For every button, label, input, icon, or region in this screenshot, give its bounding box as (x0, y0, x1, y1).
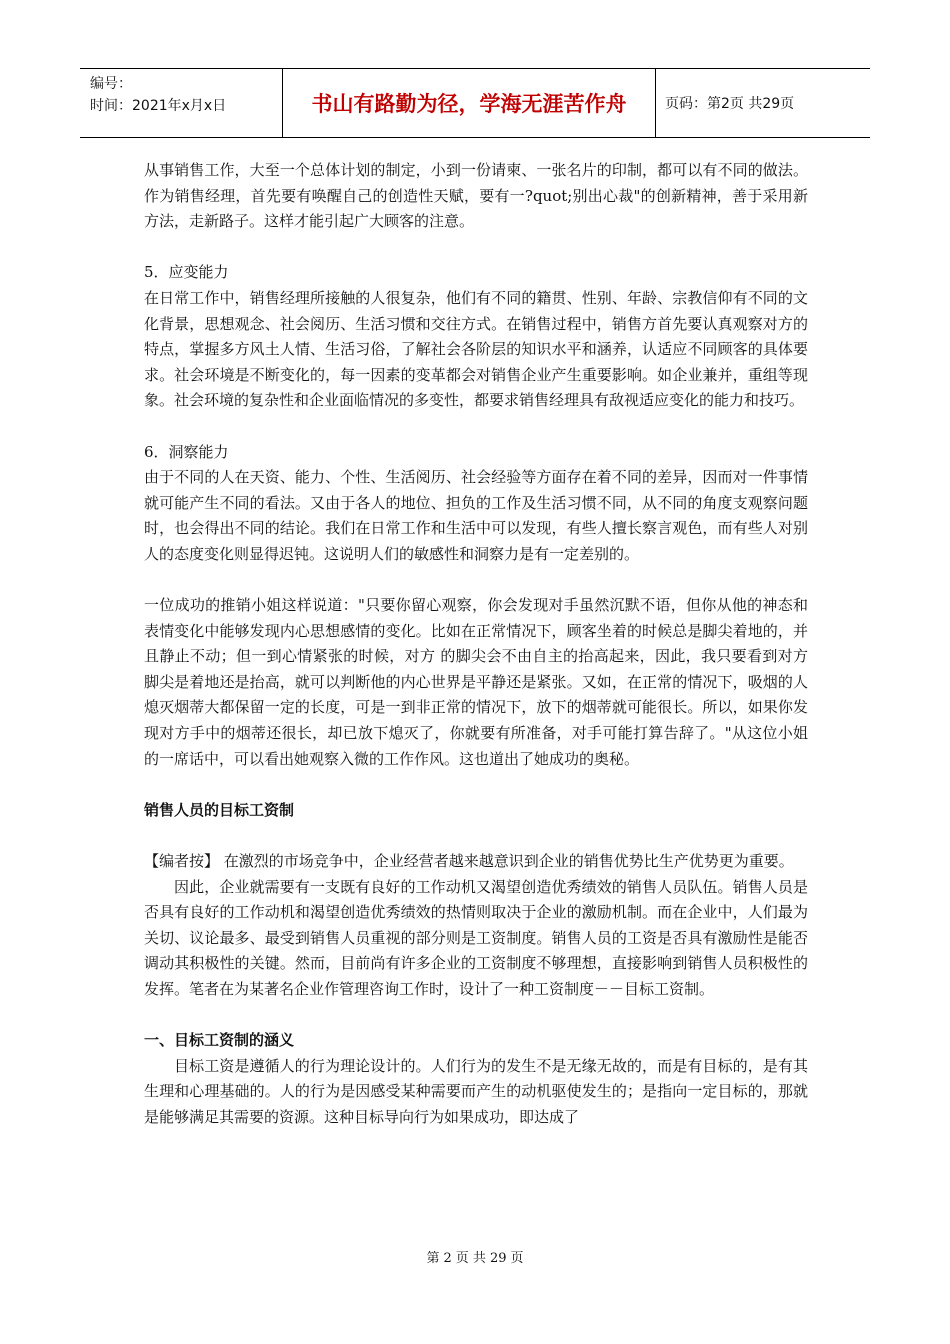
footer-separator: 页 共 (455, 1251, 486, 1266)
paragraph: 目标工资是遵循人的行为理论设计的。人们行为的发生不是无缘无故的，而是有目标的，是有其生理和心理基础的。人的行为是因感受某种需要而产生的动机驱使发生的；是指向一定目标的，那就是能够满足其需要的资源。这种目标导向行为如果成功，即达成了 (144, 1056, 808, 1126)
header-meta (80, 69, 283, 137)
section-heading: 6．洞察能力 (144, 442, 229, 461)
paragraph: 在日常工作中，销售经理所接触的人很复杂，他们有不同的籍贯、性别、年龄、宗教信仰有不同的文化背景，思想观念、社会阅历、生活习惯和交往方式。在销售过程中，销售方首先要认真观察对方的特点，掌握多方风土人情、生活习俗，了解社会各阶层的知识水平和涵养，认适应不同顾客的具体要求。社会环境是不断变化的，每一因素的变革都会对销售企业产生重要影响。如企业兼并，重组等现象。社会环境的复杂性和企业面临情况的多变性，都要求销售经理具有敌视适应变化的能力和技巧。 (144, 288, 808, 410)
document-date: 时间：2021年x月x日 (90, 98, 227, 114)
editor-note: 【编者按】 在激烈的市场竞争中，企业经营者越来越意识到企业的销售优势比生产优势更为重要。 (144, 852, 794, 871)
footer-suffix: 页 (510, 1251, 524, 1266)
article-title: 销售人员的目标工资制 (144, 800, 295, 819)
paragraph: 由于不同的人在天资、能力、个性、生活阅历、社会经验等方面存在着不同的差异，因而对一件事情就可能产生不同的看法。又由于各人的地位、担负的工作及生活习惯不同，从不同的角度支观察问题时，也会得出不同的结论。我们在日常工作和生活中可以发现，有些人擅长察言观色，而有些人对别人的态度变化则显得迟钝。这说明人们的敏感性和洞察力是有一定差别的。 (144, 468, 808, 563)
section-heading: 一、目标工资制的涵义 (144, 1031, 295, 1050)
footer-prefix: 第 (426, 1251, 440, 1266)
page-footer (0, 1247, 950, 1266)
page-header (80, 68, 870, 138)
document-body (144, 158, 808, 1131)
paragraph: 因此，企业就需要有一支既有良好的工作动机又渴望创造优秀绩效的销售人员队伍。销售人员是否具有良好的工作动机和渴望创造优秀绩效的热情则取决于企业的激励机制。而在企业中，人们最为关切、议论最多、最受到销售人员重视的部分则是工资制度。销售人员的工资是否具有激励性是能否调动其积极性的关键。然而，目前尚有许多企业的工资制度不够理想，直接影响到销售人员积极性的发挥。笔者在为某著名企业作管理咨询工作时，设计了一种工资制度－－目标工资制。 (144, 877, 808, 998)
document-number: 编号： (90, 76, 132, 92)
paragraph: 从事销售工作，大至一个总体计划的制定，小到一份请柬、一张名片的印制，都可以有不同的做法。作为销售经理，首先要有唤醒自己的创造性天赋，要有一?quot;别出心裁"的创新精神，善于采用新方法，走新路子。这样才能引起广大顾客的注意。 (144, 161, 808, 231)
section-heading: 5．应变能力 (144, 263, 229, 282)
paragraph: 一位成功的推销小姐这样说道："只要你留心观察，你会发现对手虽然沉默不语，但你从他的神态和表情变化中能够发现内心思想感情的变化。比如在正常情况下，顾客坐着的时候总是脚尖着地的，并且静止不动；但一到心情紧张的时候，对方 的脚尖会不由自主的抬高起来，因此，我只要看到对方脚尖是着地还是抬高，就可以判断他的内心世界是平静还是紧张。又如，在正常的情况下，吸烟的人熄灭烟蒂大都保留一定的长度，可是一到非正常的情况下，放下的烟蒂就可能很长。所以，如果你发现对方手中的烟蒂还很长，却已放下熄灭了，你就要有所准备，对手可能打算告辞了。"从这位小姐的一席话中，可以看出她观察入微的工作作风。这也道出了她成功的奥秘。 (144, 596, 808, 768)
header-motto: 书山有路勤为径，学海无涯苦作舟 (283, 69, 656, 137)
footer-current-page: 2 (443, 1251, 452, 1266)
footer-total-pages: 29 (489, 1251, 507, 1266)
header-page-info: 页码：第2页 共29页 (665, 96, 795, 112)
